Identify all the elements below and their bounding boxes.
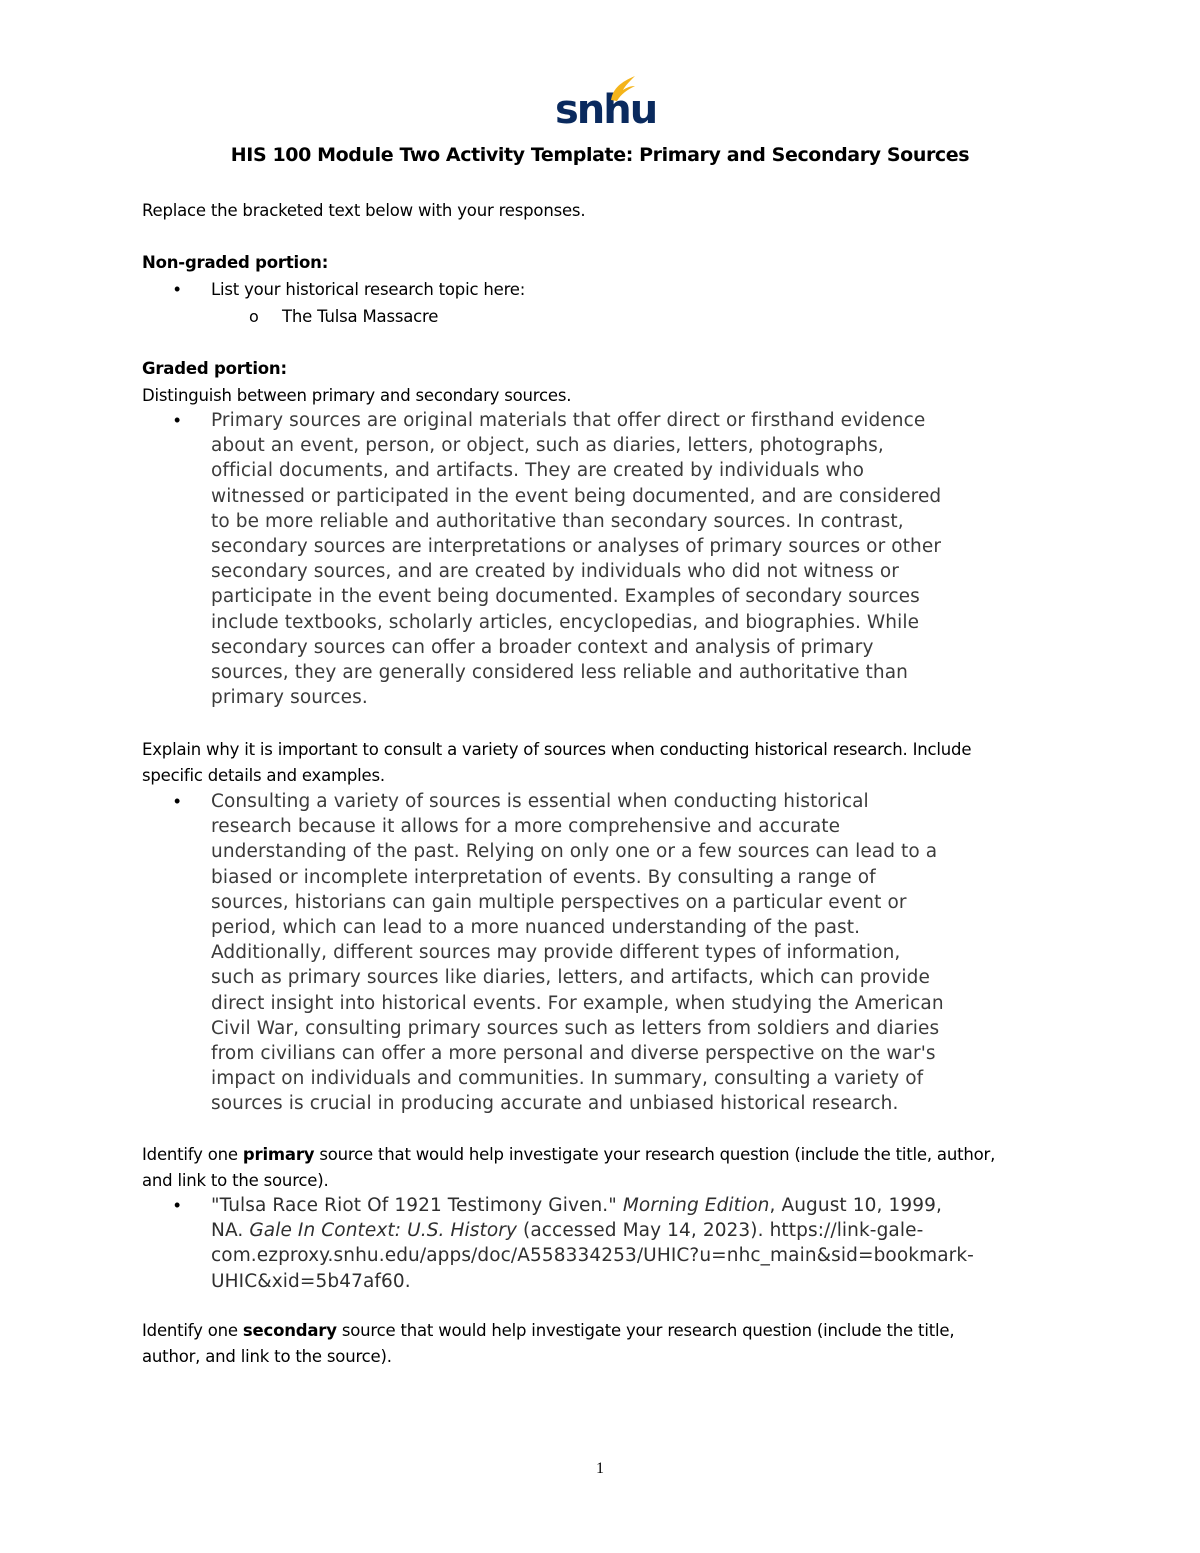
question-2 xyxy=(142,737,1072,789)
question-4 xyxy=(142,1318,1072,1370)
bullet-marker: • xyxy=(174,1195,181,1215)
answer-line: direct insight into historical events. For example, when studying the American xyxy=(211,992,944,1014)
question-line: author, and link to the source). xyxy=(142,1347,392,1366)
bullet-marker: • xyxy=(174,410,181,430)
citation-line: NA. Gale In Context: U.S. History (accessed May 14, 2023). https://link-gale- xyxy=(211,1220,924,1242)
non-graded-heading: Non-graded portion: xyxy=(142,253,329,272)
answer-line: secondary sources are interpretations or analyses of primary sources or other xyxy=(211,536,942,558)
answer-line: understanding of the past. Relying on only one or a few sources can lead to a xyxy=(211,841,938,863)
answer-line: to be more reliable and authoritative than secondary sources. In contrast, xyxy=(211,510,904,532)
answer-line: Additionally, different sources may provide different types of information, xyxy=(211,942,901,964)
answer-line: Consulting a variety of sources is essential when conducting historical xyxy=(211,791,869,812)
answer-line: participate in the event being documented. Examples of secondary sources xyxy=(211,586,920,608)
flame-icon xyxy=(607,74,637,102)
research-topic: The Tulsa Massacre xyxy=(282,307,439,326)
answer-line: official documents, and artifacts. They are created by individuals who xyxy=(211,460,865,482)
answer-2 xyxy=(211,789,1071,1117)
answer-line: primary sources. xyxy=(211,687,368,709)
answer-line: sources is crucial in producing accurate and unbiased historical research. xyxy=(211,1093,899,1115)
answer-line: witnessed or participated in the event being documented, and are considered xyxy=(211,485,942,507)
answer-1 xyxy=(211,408,1071,710)
document-title: HIS 100 Module Two Activity Template: Primary and Secondary Sources xyxy=(230,144,970,166)
answer-line: secondary sources, and are created by individuals who did not witness or xyxy=(211,561,899,583)
snhu-logo xyxy=(555,74,657,133)
citation-link: com.ezproxy.snhu.edu/apps/doc/A558334253/UHIC?u=nhc_main&sid=bookmark- xyxy=(211,1245,974,1267)
primary-source-citation xyxy=(211,1193,1071,1294)
citation-line: "Tulsa Race Riot Of 1921 Testimony Given." Morning Edition, August 10, 1999, xyxy=(211,1195,942,1216)
answer-line: include textbooks, scholarly articles, encyclopedias, and biographies. While xyxy=(211,611,920,633)
question-line: Identify one primary source that would help investigate your research question (include the title, author, xyxy=(142,1145,996,1164)
answer-line: research because it allows for a more comprehensive and accurate xyxy=(211,816,841,838)
question-line: and link to the source). xyxy=(142,1171,329,1190)
answer-line: impact on individuals and communities. In summary, consulting a variety of xyxy=(211,1068,924,1090)
answer-line: about an event, person, or object, such as diaries, letters, photographs, xyxy=(211,435,884,457)
answer-line: from civilians can offer a more personal and diverse perspective on the war's xyxy=(211,1043,936,1065)
question-line: specific details and examples. xyxy=(142,766,385,785)
graded-heading: Graded portion: xyxy=(142,359,287,378)
answer-line: sources, they are generally considered less reliable and authoritative than xyxy=(211,662,908,684)
page-number: 1 xyxy=(596,1460,604,1477)
answer-line: period, which can lead to a more nuanced understanding of the past. xyxy=(211,917,861,939)
question-3 xyxy=(142,1142,1072,1194)
logo-wordmark: snhu xyxy=(555,87,657,133)
citation-link: UHIC&xid=5b47af60. xyxy=(211,1270,411,1292)
sub-bullet-marker: o xyxy=(249,307,259,326)
answer-line: sources, historians can gain multiple perspectives on a particular event or xyxy=(211,891,907,913)
answer-line: secondary sources can offer a broader context and analysis of primary xyxy=(211,636,874,658)
question-1: Distinguish between primary and secondary sources. xyxy=(142,386,572,405)
answer-line: Civil War, consulting primary sources such as letters from soldiers and diaries xyxy=(211,1017,940,1039)
answer-line: biased or incomplete interpretation of events. By consulting a range of xyxy=(211,866,876,888)
instructions-text: Replace the bracketed text below with your responses. xyxy=(142,201,586,220)
question-line: Explain why it is important to consult a variety of sources when conducting historical research. Include xyxy=(142,740,972,759)
question-line: Identify one secondary source that would help investigate your research question (include the title, xyxy=(142,1321,955,1340)
answer-line: Primary sources are original materials that offer direct or firsthand evidence xyxy=(211,410,926,431)
topic-prompt: List your historical research topic here: xyxy=(211,280,526,299)
answer-line: such as primary sources like diaries, letters, and artifacts, which can provide xyxy=(211,967,930,989)
bullet-marker: • xyxy=(174,279,181,299)
bullet-marker: • xyxy=(174,791,181,811)
